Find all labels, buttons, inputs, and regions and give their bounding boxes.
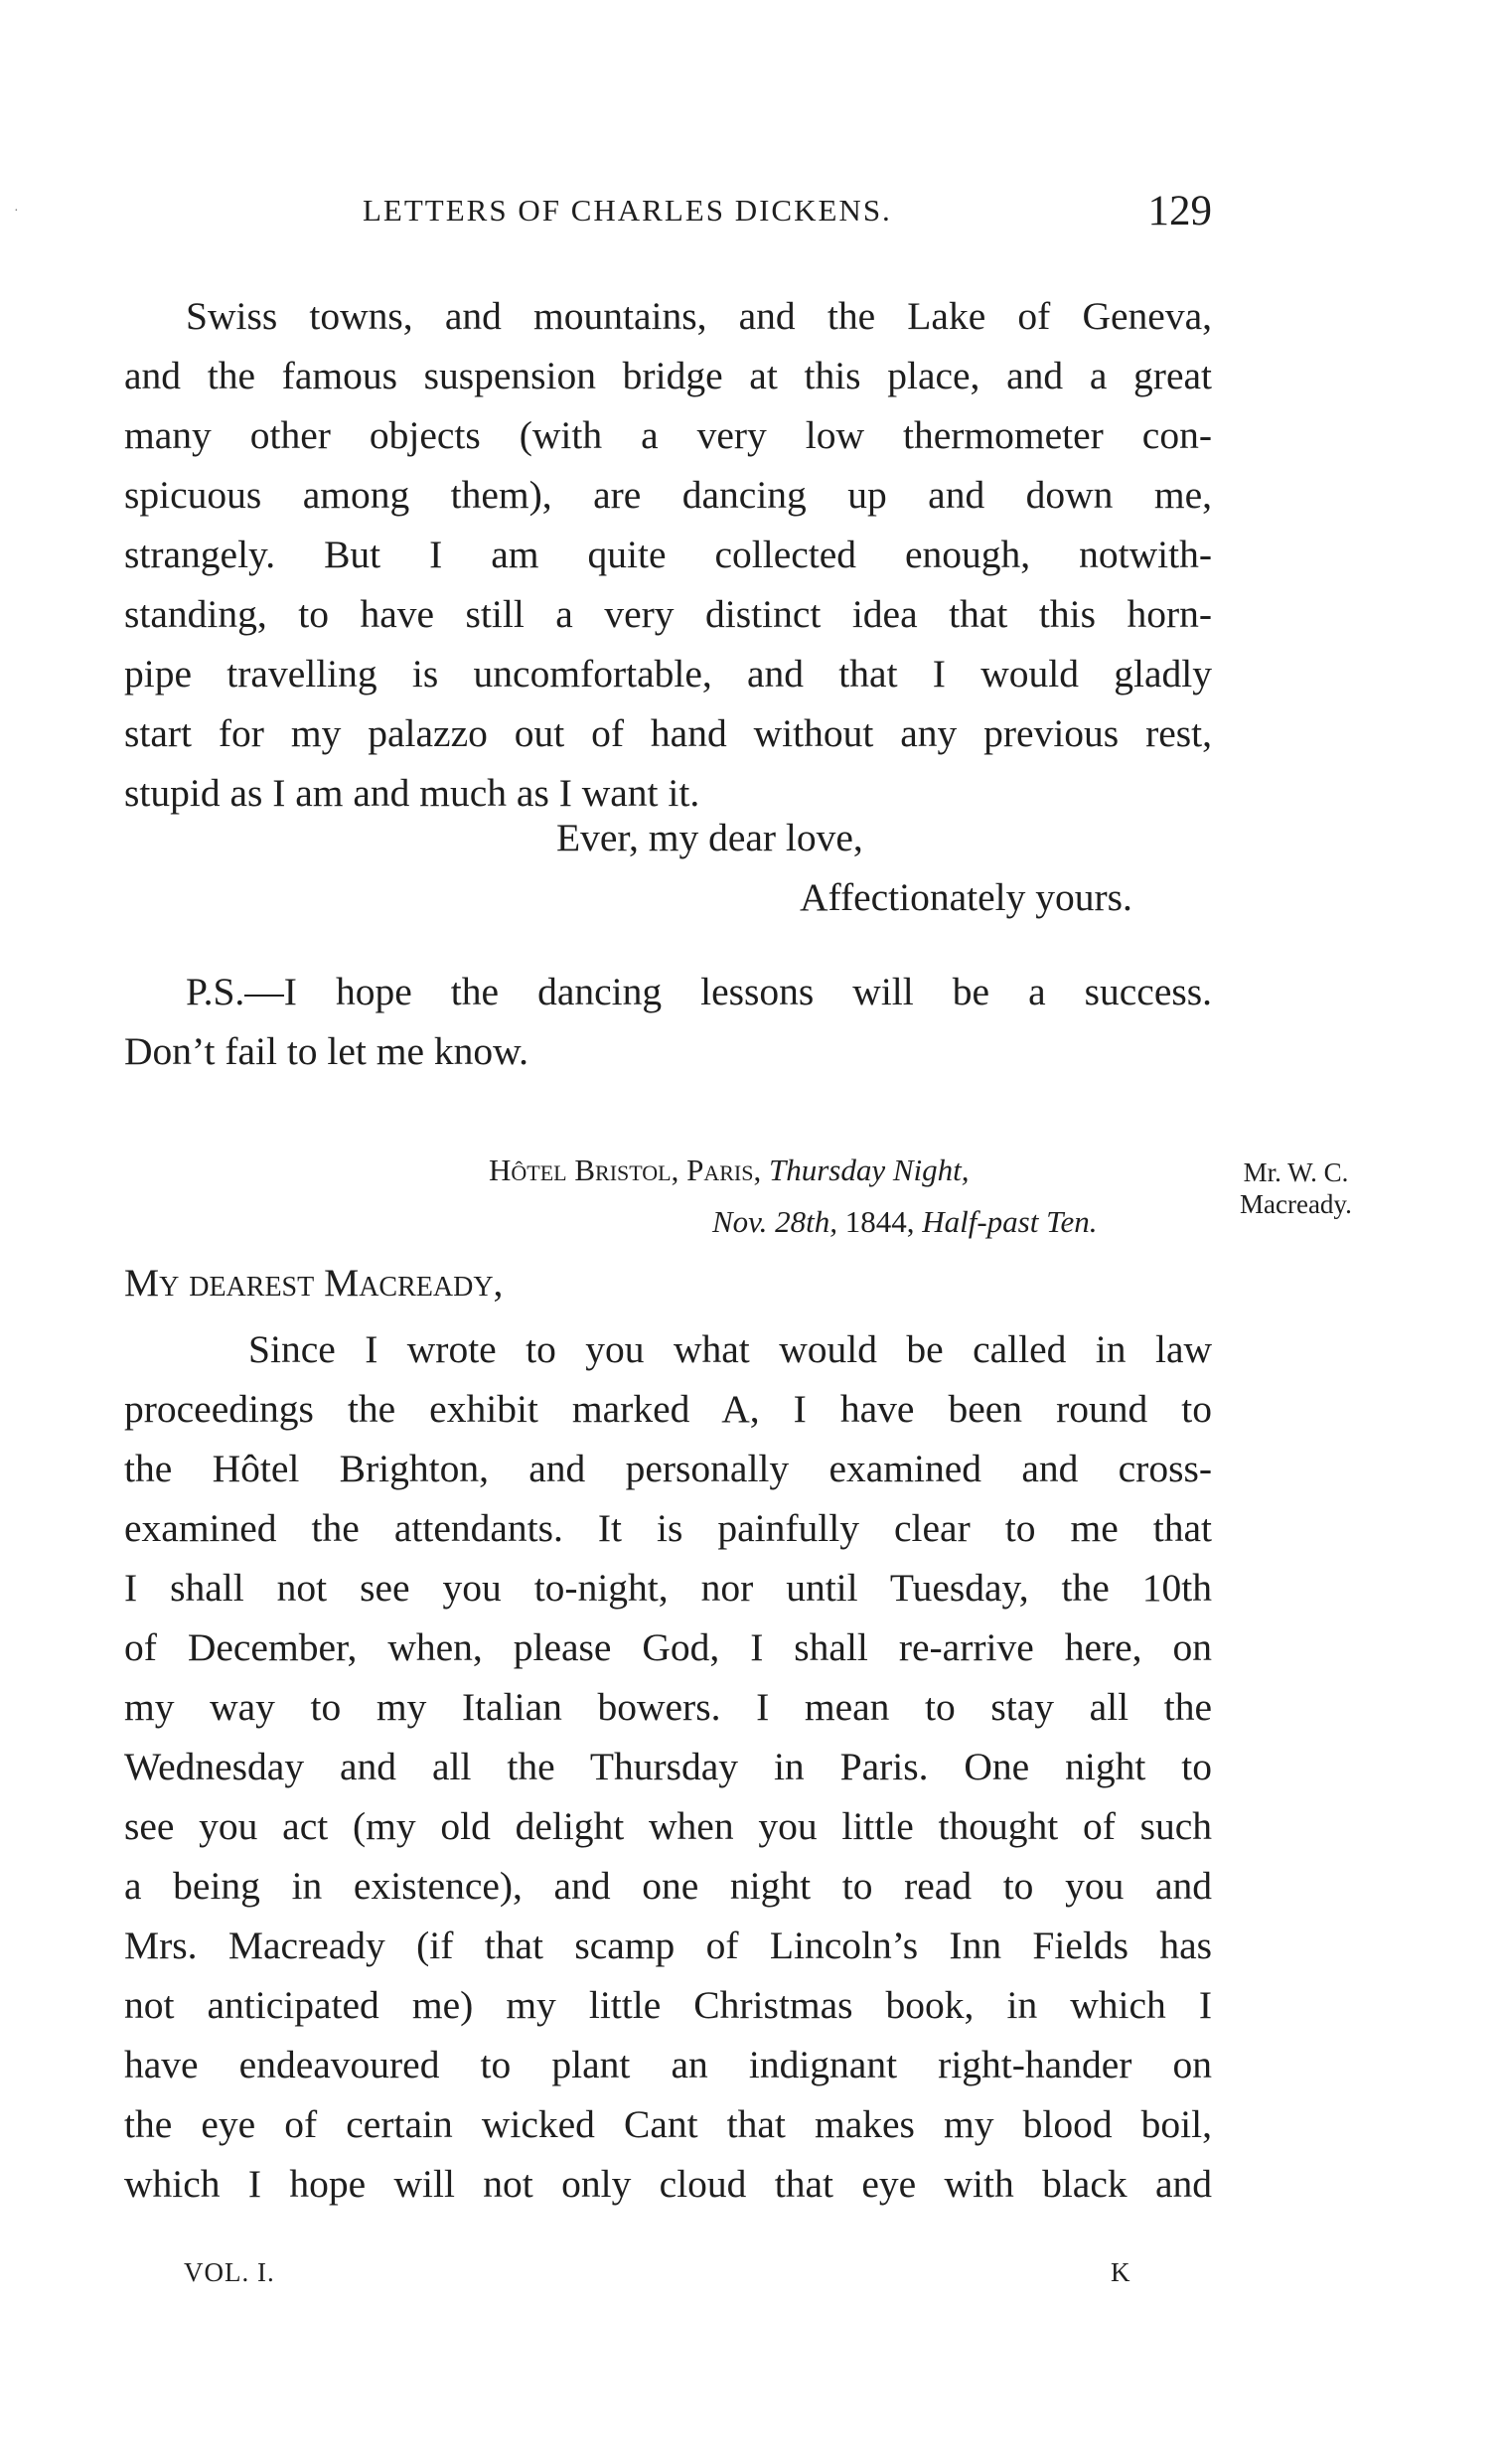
text-line: examined the attendants. It is painfully clear to me that [124, 1506, 1212, 1550]
dateline-line-2 [712, 1204, 1098, 1240]
recipient-margin-note [1240, 1156, 1352, 1220]
dateline-date: Nov. 28th, [712, 1204, 837, 1239]
text-line: see you act (my old delight when you little thought of such [124, 1804, 1212, 1848]
gathering-signature: K [1111, 2257, 1130, 2287]
text-line: the Hôtel Brighton, and personally examined and cross- [124, 1447, 1212, 1490]
closing-line-2: Affectionately yours. [800, 875, 1132, 919]
text-line: pipe travelling is uncomfortable, and that I would gladly [124, 652, 1212, 695]
text-line: proceedings the exhibit marked A, I have been round to [124, 1387, 1212, 1431]
text-line: P.S.—I hope the dancing lessons will be a success. [186, 970, 1212, 1013]
text-line: the eye of certain wicked Cant that makes my blood boil, [124, 2102, 1212, 2146]
letter-2-body [124, 1319, 1212, 2214]
text-line: I shall not see you to-night, nor until Tuesday, the 10th [124, 1566, 1212, 1610]
text-line: Wednesday and all the Thursday in Paris. One night to [124, 1745, 1212, 1788]
running-title: LETTERS OF CHARLES DICKENS. [363, 193, 892, 228]
text-line: start for my palazzo out of hand without any previous rest, [124, 711, 1212, 755]
text-line: Swiss towns, and mountains, and the Lake of Geneva, [186, 294, 1212, 338]
text-line: spicuous among them), are dancing up and down me, [124, 473, 1212, 517]
text-line: not anticipated me) my little Christmas book, in which I [124, 1983, 1212, 2027]
salutation: My dearest Macready, [124, 1261, 504, 1305]
text-line: Mrs. Macready (if that scamp of Lincoln’s Inn Fields has [124, 1924, 1212, 1967]
text-line: stupid as I am and much as I want it. [124, 771, 700, 815]
text-line: which I hope will not only cloud that eye with black and [124, 2162, 1212, 2206]
closing-line-1: Ever, my dear love, [556, 816, 863, 859]
text-line: strangely. But I am quite collected enough, notwith- [124, 533, 1212, 576]
text-line: and the famous suspension bridge at this place, and a great [124, 354, 1212, 397]
text-line: standing, to have still a very distinct idea that this horn- [124, 592, 1212, 636]
text-line: of December, when, please God, I shall re-arrive here, on [124, 1625, 1212, 1669]
text-line: have endeavoured to plant an indignant right-hander on [124, 2043, 1212, 2086]
text-line: a being in existence), and one night to read to you and [124, 1864, 1212, 1908]
dateline-day: Thursday Night, [768, 1153, 970, 1187]
scan-speck: · [14, 204, 19, 219]
recipient-note-line-1: Mr. W. C. [1243, 1157, 1349, 1187]
dateline-line-1 [489, 1153, 970, 1188]
running-head [124, 187, 1212, 246]
dateline-time: Half-past Ten. [922, 1204, 1098, 1239]
recipient-note-line-2: Macready. [1240, 1189, 1352, 1219]
text-line: my way to my Italian bowers. I mean to stay all the [124, 1685, 1212, 1729]
text-line: Since I wrote to you what would be called in law [248, 1327, 1212, 1371]
postscript [124, 962, 1212, 1081]
volume-signature: VOL. I. [184, 2257, 275, 2287]
text-line: many other objects (with a very low thermometer con- [124, 413, 1212, 457]
dateline-year: 1844, [844, 1204, 915, 1239]
text-line: Don’t fail to let me know. [124, 1029, 528, 1073]
paragraph-1 [124, 286, 1212, 823]
dateline-place: Hôtel Bristol, Paris, [489, 1153, 762, 1187]
page-number: 129 [1147, 188, 1212, 234]
